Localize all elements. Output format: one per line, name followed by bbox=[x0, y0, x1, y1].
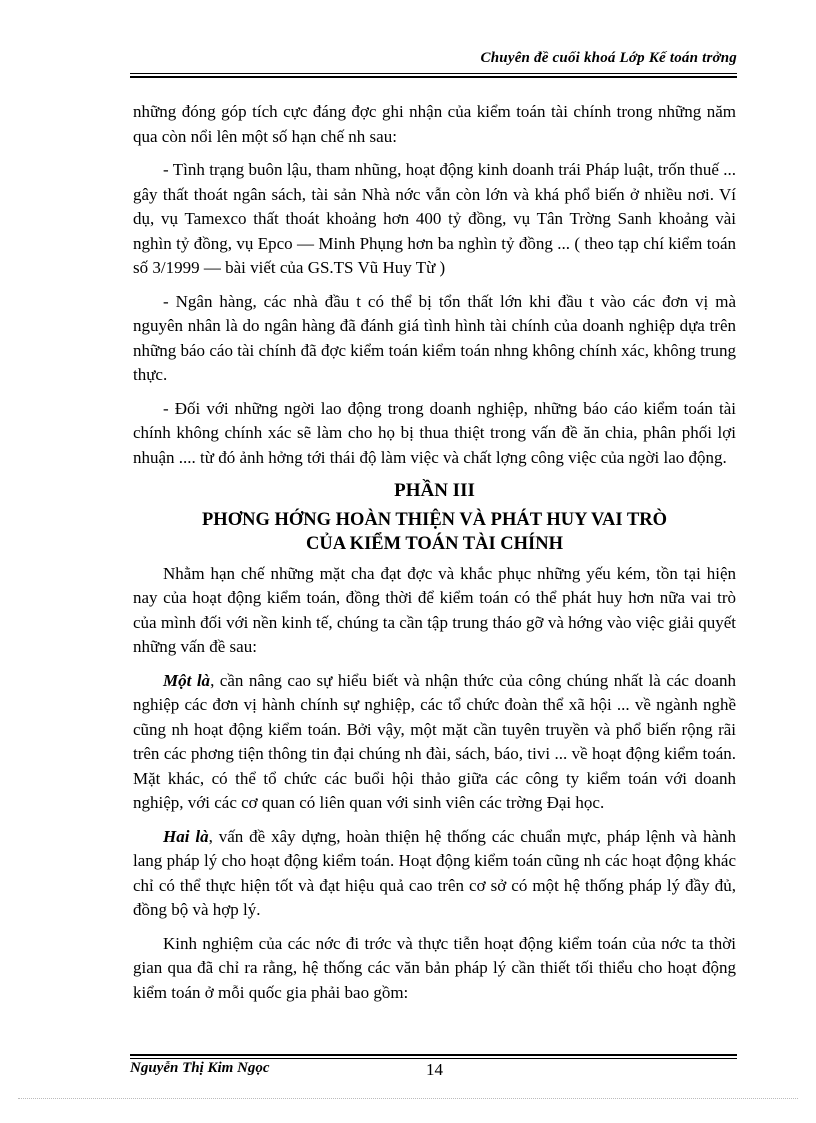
page-number: 14 bbox=[426, 1060, 443, 1079]
section-intro-paragraph: Nhằm hạn chế những mặt cha đạt đợc và khắc phục những yếu kém, tồn tại hiện nay của hoạt động kiểm toán, đồng thời để kiểm toán có thể phát huy hơn nữa vai trò của mình đối với nền kinh tế, chúng ta cần tập trung tháo gỡ và hớng vào việc giải quyết những vấn đề sau: bbox=[133, 563, 736, 656]
point-one-text: , cần nâng cao sự hiểu biết và nhận thức của công chúng nhất là các doanh nghiệp các đơn vị hành chính sự nghiệp, các tổ chức đoàn thể xã hội ... về ngành nghề cũng nh hoạt động kiểm toán. Bởi vậy, một mặt cần tuyên truyền và phổ biến rộng rãi trên các phơng tiện thông tin đại chúng nh đài, sách, báo, tivi ... về hoạt động kiểm toán. Mặt khác, có thể tổ chức các buổi hội thảo giữa các công ty kiểm toán với doanh nghiệp, với các cơ quan có liên quan với sinh viên các trờng Đại học. bbox=[133, 670, 737, 812]
page-footer bbox=[130, 1060, 737, 1084]
header-title: Chuyên đề cuối khoá Lớp Kế toán trởng bbox=[480, 50, 737, 66]
part-title: PHẦN III bbox=[394, 480, 475, 501]
page-body bbox=[133, 100, 736, 1014]
page-bottom-border bbox=[18, 1098, 798, 1099]
point-two-text: , vấn đề xây dựng, hoàn thiện hệ thống các chuẩn mực, pháp lệnh và hành lang pháp lý cho hoạt động kiểm toán. Hoạt động kiểm toán cũng nh các hoạt động khác chỉ có thể thực hiện tốt và đạt hiệu quả cao trên cơ sở có một hệ thống pháp lý đầy đủ, đồng bộ và hợp lý. bbox=[133, 826, 737, 919]
intro-paragraph: những đóng góp tích cực đáng đợc ghi nhận của kiểm toán tài chính trong những năm qua còn nổi lên một số hạn chế nh sau: bbox=[133, 102, 736, 146]
page-header bbox=[130, 48, 737, 72]
footer-author: Nguyễn Thị Kim Ngọc bbox=[130, 1060, 270, 1076]
section-title-line-1: PHƠNG HỚNG HOÀN THIỆN VÀ PHÁT HUY VAI TRÒ bbox=[202, 509, 667, 530]
limitation-paragraph-3: - Đối với những ngời lao động trong doanh nghiệp, những báo cáo kiểm toán tài chính không chính xác sẽ làm cho họ bị thua thiệt trong vấn đề ăn chia, phân phối lợi nhuận .... từ đó ảnh hởng tới thái độ làm việc và chất lợng công việc của ngời lao động. bbox=[133, 398, 736, 467]
section-title-line-2: CỦA KIỂM TOÁN TÀI CHÍNH bbox=[306, 533, 563, 554]
footer-rule-thin bbox=[130, 1058, 737, 1059]
point-two-lead: Hai là bbox=[163, 826, 209, 846]
footer-rule-thick bbox=[130, 1054, 737, 1056]
closing-paragraph: Kinh nghiệm của các nớc đi trớc và thực tiễn hoạt động kiểm toán của nớc ta thời gian qua đã chỉ ra rằng, hệ thống các văn bản pháp lý cần thiết tối thiểu cho hoạt động kiểm toán ở mỗi quốc gia phải bao gồm: bbox=[133, 933, 736, 1002]
point-one-lead: Một là bbox=[163, 670, 211, 690]
limitation-paragraph-1: - Tình trạng buôn lậu, tham nhũng, hoạt động kinh doanh trái Pháp luật, trốn thuế ... gây thất thoát ngân sách, tài sản Nhà nớc vẫn còn lớn và khá phổ biến ở nhiều nơi. Ví dụ, vụ Tamexco thất thoát khoảng hơn 400 tỷ đồng, vụ Tân Trờng Sanh khoảng vài nghìn tỷ đồng, vụ Epco — Minh Phụng hơn ba nghìn tỷ đồng ... ( theo tạp chí kiểm toán số 3/1999 — bài viết của GS.TS Vũ Huy Từ ) bbox=[133, 160, 736, 277]
point-one-paragraph bbox=[133, 669, 736, 816]
point-two-paragraph bbox=[133, 825, 736, 923]
header-rule-thick bbox=[130, 76, 737, 78]
limitation-paragraph-2: - Ngân hàng, các nhà đầu t có thể bị tổn thất lớn khi đầu t vào các đơn vị mà nguyên nhân là do ngân hàng đã đánh giá tình hình tài chính của doanh nghiệp dựa trên những báo cáo tài chính đã đợc kiểm toán kiểm toán nhng không chính xác, không trung thực. bbox=[133, 291, 736, 384]
header-rule-thin bbox=[130, 73, 737, 74]
